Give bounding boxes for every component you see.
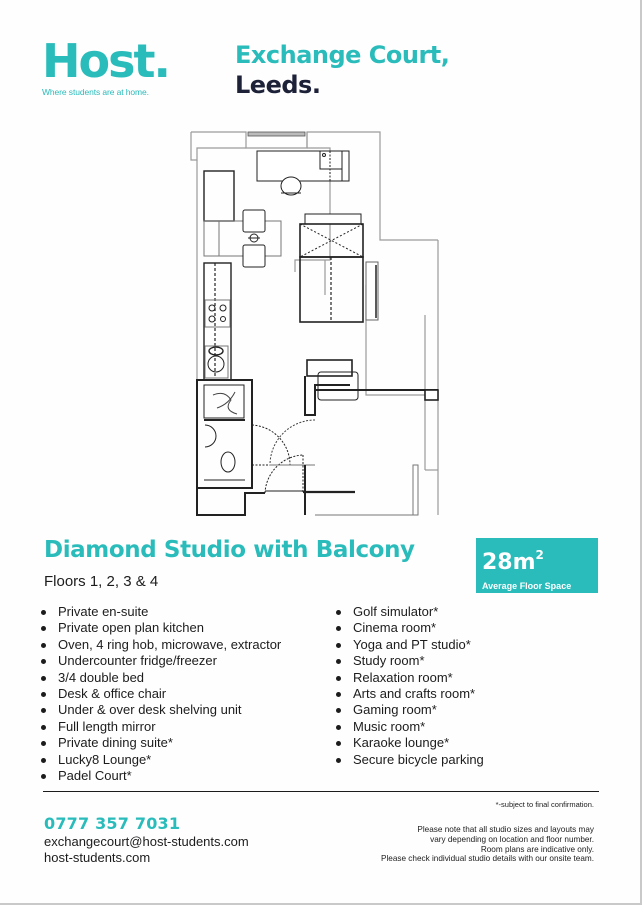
- feature-item: 3/4 double bed: [38, 670, 281, 686]
- feature-item: Music room*: [333, 719, 484, 735]
- floor-plan-icon: [185, 120, 450, 525]
- feature-item: Karaoke lounge*: [333, 735, 484, 751]
- feature-item: Full length mirror: [38, 719, 281, 735]
- feature-item: Undercounter fridge/freezer: [38, 653, 281, 669]
- feature-item: Cinema room*: [333, 620, 484, 636]
- location-name: Exchange Court,: [235, 41, 450, 69]
- contact-email[interactable]: exchangecourt@host-students.com: [44, 834, 249, 849]
- floor-area-badge: [476, 538, 598, 593]
- host-logo: [42, 34, 169, 97]
- floor-area-label: Average Floor Space: [482, 581, 572, 591]
- feature-item: Secure bicycle parking: [333, 752, 484, 768]
- feature-item: Private open plan kitchen: [38, 620, 281, 636]
- feature-item: Private en-suite: [38, 604, 281, 620]
- feature-item: Gaming room*: [333, 702, 484, 718]
- location-city: Leeds.: [235, 71, 321, 99]
- feature-item: Golf simulator*: [333, 604, 484, 620]
- footer-divider: [43, 791, 599, 792]
- feature-item: Padel Court*: [38, 768, 281, 784]
- area-number: 28m: [482, 550, 536, 575]
- contact-website[interactable]: host-students.com: [44, 850, 151, 865]
- layout-notes: [381, 825, 594, 864]
- studio-floors: Floors 1, 2, 3 & 4: [44, 573, 159, 590]
- note-line: Room plans are indicative only.: [480, 844, 594, 854]
- feature-item: Yoga and PT studio*: [333, 637, 484, 653]
- logo-wordmark: Host.: [42, 34, 169, 88]
- feature-item: Study room*: [333, 653, 484, 669]
- location-heading: [235, 40, 449, 100]
- features-list-left: [38, 604, 281, 784]
- features-list-right: [333, 604, 484, 768]
- feature-item: Arts and crafts room*: [333, 686, 484, 702]
- feature-item: Private dining suite*: [38, 735, 281, 751]
- contact-phone[interactable]: 0777 357 7031: [44, 814, 181, 833]
- note-line: vary depending on location and floor number.: [430, 834, 594, 844]
- feature-item: Oven, 4 ring hob, microwave, extractor: [38, 637, 281, 653]
- confirmation-disclaimer: *-subject to final confirmation.: [495, 800, 594, 809]
- note-line: Please note that all studio sizes and layouts may: [417, 825, 594, 834]
- feature-item: Lucky8 Lounge*: [38, 752, 281, 768]
- floor-area-value: [482, 541, 598, 577]
- logo-tagline: Where students are at home.: [42, 87, 149, 97]
- feature-item: Relaxation room*: [333, 670, 484, 686]
- feature-item: Under & over desk shelving unit: [38, 702, 281, 718]
- area-unit-superscript: 2: [535, 548, 544, 562]
- studio-title: Diamond Studio with Balcony: [44, 537, 415, 563]
- note-line: Please check individual studio details with our onsite team.: [381, 854, 594, 864]
- feature-item: Desk & office chair: [38, 686, 281, 702]
